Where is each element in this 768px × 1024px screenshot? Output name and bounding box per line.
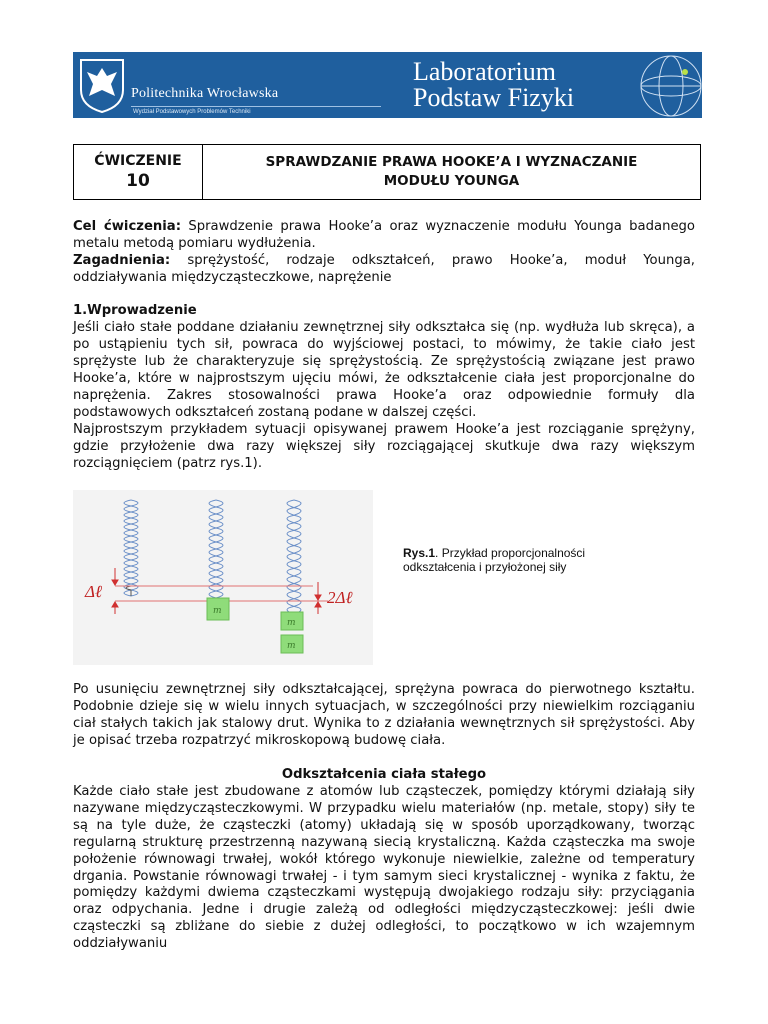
lab-title-line1: Laboratorium bbox=[413, 57, 556, 86]
caption-label: Rys.1 bbox=[403, 546, 436, 560]
mass-label: m bbox=[287, 641, 296, 651]
exercise-title-table bbox=[73, 144, 701, 200]
topics-text: sprężystość, rodzaje odkształceń, prawo Hooke’a, moduł Younga, oddziaływania międzycząsteczkowe, naprężenie bbox=[73, 252, 695, 285]
intro-paragraph-2: Najprostszym przykładem sytuacji opisywanej prawem Hooke’a jest rozciąganie sprężyny, gdzie przyłożenie dwa razy większej siły rozciągającej skutkuje dwa razy większym rozciągnięciem (patrz rys.1). bbox=[73, 422, 695, 471]
exercise-title: SPRAWDZANIE PRAWA HOOKE’A I WYZNACZANIE MODUŁU YOUNGA bbox=[265, 154, 638, 189]
goal-text: Sprawdzenie prawa Hooke’a oraz wyznaczenie modułu Younga badanego metalu metodą pomiaru wydłużenia. bbox=[73, 219, 695, 251]
after-figure-paragraph: Po usunięciu zewnętrznej siły odkształcającej, sprężyna powraca do pierwotnego kształtu. Podobnie dzieje się w wielu innych sytuacjach, w szczególności przy niewielkim rozciąganiu ciał stałych takich jak stalowy drut. Wynika to z działania wewnętrznych sił sprężystości. Aby je opisać trzeba rozpatrzyć mikroskopową budowę ciała. bbox=[73, 682, 695, 748]
spring-figure bbox=[73, 490, 373, 665]
mass-label: m bbox=[287, 618, 296, 628]
goal-label: Cel ćwiczenia: bbox=[73, 219, 181, 234]
eagle-logo-icon bbox=[77, 56, 127, 114]
faculty-name: Wydział Podstawowych Problemów Techniki bbox=[133, 109, 251, 115]
exercise-number: 10 bbox=[126, 171, 150, 191]
intro-paragraph-1: Jeśli ciało stałe poddane działaniu zewnętrznej siły odkształca się (np. wydłuża lub skręca), a po ustąpieniu tych sił, powraca do wyjściowej postaci, to mówimy, że takie ciało jest sprężyste lub że charakteryzuje się sprężystością. Ze sprężystością związane jest prawo Hooke’a, które w najprostszym ujęciu mówi, że odkształcenie ciała jest proporcjonalne do naprężenia. Zakres stosowalności prawa Hooke’a oraz odpowiednie formuły dla podstawowych odkształceń zostaną podane w dalszej części. bbox=[73, 320, 695, 420]
university-name: Politechnika Wrocławska bbox=[131, 86, 279, 101]
header-banner bbox=[73, 52, 702, 118]
topics-label: Zagadnienia: bbox=[73, 252, 171, 268]
exercise-label-cell bbox=[74, 145, 203, 199]
section-heading-deformations: Odkształcenia ciała stałego bbox=[281, 767, 487, 782]
caption-text: . Przykład proporcjonalności odkształcenia i przyłożonej siły bbox=[403, 546, 586, 574]
delta-l-label: Δℓ bbox=[85, 582, 103, 601]
two-delta-l-label: 2Δℓ bbox=[327, 588, 353, 607]
figure-caption bbox=[403, 546, 633, 574]
section-heading-intro: 1.Wprowadzenie bbox=[73, 303, 197, 318]
lab-title-line2: Podstaw Fizyki bbox=[413, 83, 575, 112]
globe-icon bbox=[633, 52, 702, 118]
deformations-paragraph: Każde ciało stałe jest zbudowane z atomów lub cząsteczek, pomiędzy którymi działają siły nazywane międzycząsteczkowymi. W przypadku wielu materiałów (np. metale, stopy) siły te są na tyle duże, że cząsteczki (atomy) układają się w sposób uporządkowany, tworząc regularną strukturę przestrzenną nazywaną siecią krystaliczną. Każda cząsteczka ma swoje położenie równowagi trwałej, wokół którego wykonuje niewielkie, zależne od temperatury drgania. Powstanie równowagi trwałej - i tym samym sieci krystalicznej - wynika z faktu, że pomiędzy każdymi dwiema cząsteczkami występują dwojakiego rodzaju siły: przyciągania oraz odpychania. Jedne i drugie zależą od odległości międzycząsteczkowej: jeśli dwie cząsteczki są zbliżane do siebie z dużej odległości, to początkowo w ich wzajemnym oddziaływaniu bbox=[73, 784, 695, 952]
divider bbox=[131, 106, 381, 107]
goal-paragraph bbox=[73, 219, 695, 287]
exercise-label: ĆWICZENIE bbox=[94, 153, 182, 169]
mass-label: m bbox=[213, 606, 222, 616]
